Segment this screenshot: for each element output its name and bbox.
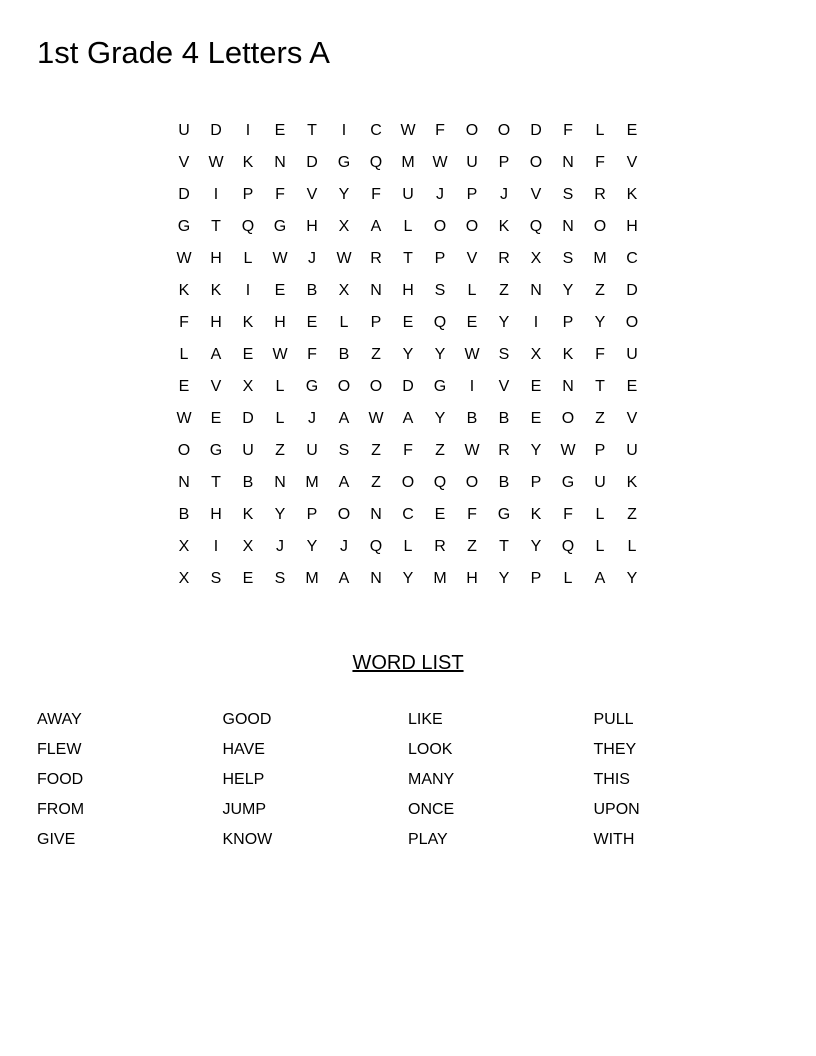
grid-letter: X: [530, 250, 542, 267]
grid-letter: I: [245, 122, 251, 139]
grid-letter: F: [435, 122, 445, 139]
grid-letter: G: [209, 442, 223, 459]
grid-letter: L: [275, 410, 285, 427]
grid-letter: P: [530, 474, 542, 491]
grid-letter: T: [211, 218, 221, 235]
grid-letter: Y: [530, 538, 542, 555]
grid-letter: R: [498, 250, 510, 267]
grid-letter: Q: [433, 474, 447, 491]
grid-letter: E: [178, 378, 190, 395]
grid-letter: W: [464, 346, 480, 363]
grid-letter: W: [464, 442, 480, 459]
grid-letter: Y: [402, 570, 414, 587]
grid-letter: W: [336, 250, 352, 267]
grid-letter: O: [625, 314, 639, 331]
grid-letter: Y: [434, 410, 446, 427]
grid-letter: I: [213, 538, 219, 555]
grid-letter: U: [402, 186, 414, 203]
grid-letter: N: [274, 154, 286, 171]
grid-letter: V: [210, 378, 222, 395]
grid-letter: O: [433, 218, 447, 235]
grid-letter: Y: [306, 538, 318, 555]
grid-letter: O: [529, 154, 543, 171]
grid-letter: N: [562, 378, 574, 395]
grid-letter: R: [498, 442, 510, 459]
word-list-item: FROM: [37, 801, 85, 818]
grid-letter: O: [497, 122, 511, 139]
grid-letter: N: [562, 154, 574, 171]
grid-letter: P: [562, 314, 574, 331]
grid-letter: N: [530, 282, 542, 299]
grid-letter: L: [563, 570, 573, 587]
grid-letter: G: [497, 506, 511, 523]
grid-letter: V: [466, 250, 478, 267]
grid-letter: W: [400, 122, 416, 139]
grid-letter: V: [530, 186, 542, 203]
word-list-item: THEY: [593, 741, 637, 758]
grid-letter: K: [242, 154, 254, 171]
grid-letter: O: [561, 410, 575, 427]
grid-letter: F: [403, 442, 413, 459]
grid-letter: K: [498, 218, 510, 235]
word-list-item: PULL: [593, 711, 634, 728]
grid-letter: N: [370, 570, 382, 587]
grid-letter: E: [274, 282, 286, 299]
word-list-item: PLAY: [408, 831, 448, 848]
grid-letter: Y: [626, 570, 638, 587]
grid-letter: F: [467, 506, 477, 523]
grid-letter: Q: [369, 154, 383, 171]
word-list-item: WITH: [593, 831, 635, 848]
grid-letter: U: [306, 442, 318, 459]
grid-letter: P: [498, 154, 510, 171]
grid-letter: E: [306, 314, 318, 331]
grid-letter: W: [272, 346, 288, 363]
word-list-item: HELP: [222, 771, 265, 788]
grid-letter: V: [306, 186, 318, 203]
grid-letter: Z: [371, 442, 381, 459]
grid-letter: N: [178, 474, 190, 491]
grid-letter: W: [176, 410, 192, 427]
grid-letter: U: [626, 346, 638, 363]
grid-letter: W: [208, 154, 224, 171]
grid-letter: U: [178, 122, 190, 139]
grid-letter: F: [595, 346, 605, 363]
grid-letter: O: [369, 378, 383, 395]
grid-letter: G: [433, 378, 447, 395]
grid-letter: Z: [435, 442, 445, 459]
grid-letter: W: [432, 154, 448, 171]
grid-letter: Q: [529, 218, 543, 235]
grid-letter: K: [242, 506, 254, 523]
grid-letter: G: [305, 378, 319, 395]
grid-letter: D: [242, 410, 254, 427]
word-list: [37, 705, 779, 855]
word-search-grid: [168, 115, 648, 595]
grid-letter: U: [594, 474, 606, 491]
grid-letter: L: [243, 250, 253, 267]
grid-letter: P: [434, 250, 446, 267]
grid-letter: W: [272, 250, 288, 267]
grid-letter: S: [338, 442, 350, 459]
grid-letter: J: [308, 410, 316, 427]
grid-letter: E: [434, 506, 446, 523]
grid-letter: G: [337, 154, 351, 171]
grid-letter: X: [242, 538, 254, 555]
grid-letter: X: [530, 346, 542, 363]
grid-letter: S: [562, 250, 574, 267]
grid-letter: E: [242, 346, 254, 363]
grid-letter: C: [370, 122, 382, 139]
grid-letter: O: [177, 442, 191, 459]
grid-letter: H: [210, 506, 222, 523]
grid-letter: X: [338, 282, 350, 299]
grid-letter: X: [338, 218, 350, 235]
grid-letter: E: [466, 314, 478, 331]
grid-letter: K: [178, 282, 190, 299]
grid-letter: U: [626, 442, 638, 459]
grid-letter: O: [593, 218, 607, 235]
grid-letter: F: [563, 122, 573, 139]
grid-letter: D: [626, 282, 638, 299]
grid-letter: V: [626, 410, 638, 427]
grid-letter: C: [626, 250, 638, 267]
grid-letter: H: [274, 314, 286, 331]
word-list-item: LOOK: [408, 741, 453, 758]
grid-letter: Y: [594, 314, 606, 331]
grid-letter: J: [340, 538, 348, 555]
word-list-item: GIVE: [37, 831, 76, 848]
grid-letter: J: [308, 250, 316, 267]
grid-letter: L: [595, 506, 605, 523]
grid-letter: X: [178, 570, 190, 587]
grid-letter: M: [593, 250, 607, 267]
grid-letter: B: [498, 474, 510, 491]
grid-letter: T: [403, 250, 413, 267]
grid-letter: N: [370, 506, 382, 523]
word-list-heading-text: WORD LIST: [352, 652, 464, 674]
grid-letter: Z: [499, 282, 509, 299]
grid-letter: Q: [241, 218, 255, 235]
grid-letter: K: [530, 506, 542, 523]
grid-letter: R: [434, 538, 446, 555]
grid-letter: I: [341, 122, 347, 139]
grid-letter: Y: [434, 346, 446, 363]
grid-letter: K: [562, 346, 574, 363]
grid-letter: B: [498, 410, 510, 427]
grid-letter: Z: [627, 506, 637, 523]
grid-letter: D: [530, 122, 542, 139]
grid-letter: A: [402, 410, 414, 427]
grid-letter: I: [245, 282, 251, 299]
word-list-item: MANY: [408, 771, 455, 788]
grid-letter: O: [337, 378, 351, 395]
grid-letter: S: [210, 570, 222, 587]
grid-letter: Y: [274, 506, 286, 523]
grid-letter: O: [465, 122, 479, 139]
grid-letter: Z: [371, 346, 381, 363]
grid-letter: L: [467, 282, 477, 299]
grid-letter: M: [305, 474, 319, 491]
grid-letter: L: [595, 538, 605, 555]
word-list-item: KNOW: [222, 831, 273, 848]
grid-letter: D: [402, 378, 414, 395]
grid-letter: K: [242, 314, 254, 331]
grid-letter: E: [274, 122, 286, 139]
word-list-item: FLEW: [37, 741, 82, 758]
grid-letter: B: [338, 346, 350, 363]
grid-letter: Y: [498, 570, 510, 587]
grid-letter: S: [498, 346, 510, 363]
grid-letter: Z: [595, 410, 605, 427]
grid-letter: E: [242, 570, 254, 587]
grid-letter: B: [178, 506, 190, 523]
grid-letter: X: [242, 378, 254, 395]
grid-letter: E: [210, 410, 222, 427]
grid-letter: Y: [530, 442, 542, 459]
grid-letter: Z: [371, 474, 381, 491]
page-title: 1st Grade 4 Letters A: [37, 35, 330, 70]
grid-letter: P: [594, 442, 606, 459]
grid-letter: V: [178, 154, 190, 171]
grid-letter: J: [436, 186, 444, 203]
grid-letter: L: [179, 346, 189, 363]
grid-letter: G: [177, 218, 191, 235]
grid-letter: T: [595, 378, 605, 395]
word-list-item: THIS: [593, 771, 630, 788]
grid-letter: M: [433, 570, 447, 587]
grid-letter: M: [401, 154, 415, 171]
grid-letter: L: [627, 538, 637, 555]
grid-letter: L: [339, 314, 349, 331]
grid-letter: L: [403, 538, 413, 555]
grid-letter: B: [242, 474, 254, 491]
grid-letter: K: [626, 186, 638, 203]
grid-letter: P: [370, 314, 382, 331]
grid-letter: T: [307, 122, 317, 139]
grid-letter: Z: [275, 442, 285, 459]
grid-letter: T: [211, 474, 221, 491]
grid-letter: L: [595, 122, 605, 139]
grid-letter: O: [401, 474, 415, 491]
grid-letter: A: [338, 410, 350, 427]
word-list-item: AWAY: [37, 711, 82, 728]
grid-letter: V: [498, 378, 510, 395]
grid-letter: E: [530, 410, 542, 427]
grid-letter: I: [533, 314, 539, 331]
grid-letter: A: [210, 346, 222, 363]
grid-letter: A: [338, 570, 350, 587]
grid-letter: H: [466, 570, 478, 587]
grid-letter: S: [434, 282, 446, 299]
grid-letter: N: [370, 282, 382, 299]
word-list-item: JUMP: [222, 801, 267, 818]
word-list-item: UPON: [593, 801, 640, 818]
grid-letter: Y: [338, 186, 350, 203]
grid-letter: A: [594, 570, 606, 587]
grid-letter: V: [626, 154, 638, 171]
grid-letter: L: [403, 218, 413, 235]
grid-letter: W: [176, 250, 192, 267]
grid-letter: K: [626, 474, 638, 491]
grid-letter: Q: [369, 538, 383, 555]
grid-letter: W: [560, 442, 576, 459]
grid-letter: Q: [433, 314, 447, 331]
grid-letter: I: [469, 378, 475, 395]
grid-letter: P: [466, 186, 478, 203]
grid-letter: J: [500, 186, 508, 203]
grid-letter: A: [338, 474, 350, 491]
grid-letter: P: [306, 506, 318, 523]
grid-letter: N: [562, 218, 574, 235]
grid-letter: P: [530, 570, 542, 587]
grid-letter: F: [595, 154, 605, 171]
grid-letter: S: [274, 570, 286, 587]
grid-letter: X: [178, 538, 190, 555]
grid-letter: O: [337, 506, 351, 523]
grid-letter: E: [530, 378, 542, 395]
grid-letter: D: [306, 154, 318, 171]
grid-letter: I: [213, 186, 219, 203]
grid-letter: U: [466, 154, 478, 171]
grid-letter: H: [306, 218, 318, 235]
word-list-item: ONCE: [408, 801, 455, 818]
grid-letter: R: [370, 250, 382, 267]
grid-letter: P: [242, 186, 254, 203]
grid-letter: D: [178, 186, 190, 203]
grid-letter: K: [210, 282, 222, 299]
grid-letter: Y: [402, 346, 414, 363]
grid-letter: R: [594, 186, 606, 203]
grid-letter: Z: [595, 282, 605, 299]
grid-letter: H: [402, 282, 414, 299]
word-list-item: HAVE: [222, 741, 265, 758]
grid-letter: J: [276, 538, 284, 555]
grid-letter: O: [465, 474, 479, 491]
grid-letter: E: [402, 314, 414, 331]
grid-letter: Q: [561, 538, 575, 555]
grid-letter: F: [563, 506, 573, 523]
grid-letter: E: [626, 122, 638, 139]
grid-letter: Z: [467, 538, 477, 555]
grid-letter: H: [626, 218, 638, 235]
grid-letter: F: [371, 186, 381, 203]
grid-letter: O: [465, 218, 479, 235]
word-list-item: GOOD: [222, 711, 272, 728]
grid-letter: U: [242, 442, 254, 459]
word-list-item: FOOD: [37, 771, 84, 788]
grid-letter: G: [273, 218, 287, 235]
grid-letter: D: [210, 122, 222, 139]
grid-letter: W: [368, 410, 384, 427]
grid-letter: F: [307, 346, 317, 363]
grid-letter: Y: [498, 314, 510, 331]
grid-letter: F: [275, 186, 285, 203]
grid-letter: L: [275, 378, 285, 395]
grid-letter: N: [274, 474, 286, 491]
grid-letter: Y: [562, 282, 574, 299]
word-list-item: LIKE: [408, 711, 443, 728]
grid-letter: A: [370, 218, 382, 235]
grid-letter: C: [402, 506, 414, 523]
grid-letter: E: [626, 378, 638, 395]
grid-letter: M: [305, 570, 319, 587]
grid-letter: B: [306, 282, 318, 299]
grid-letter: H: [210, 314, 222, 331]
grid-letter: H: [210, 250, 222, 267]
grid-letter: T: [499, 538, 509, 555]
grid-letter: G: [561, 474, 575, 491]
grid-letter: S: [562, 186, 574, 203]
word-list-heading: [0, 650, 816, 676]
grid-letter: B: [466, 410, 478, 427]
grid-letter: F: [179, 314, 189, 331]
